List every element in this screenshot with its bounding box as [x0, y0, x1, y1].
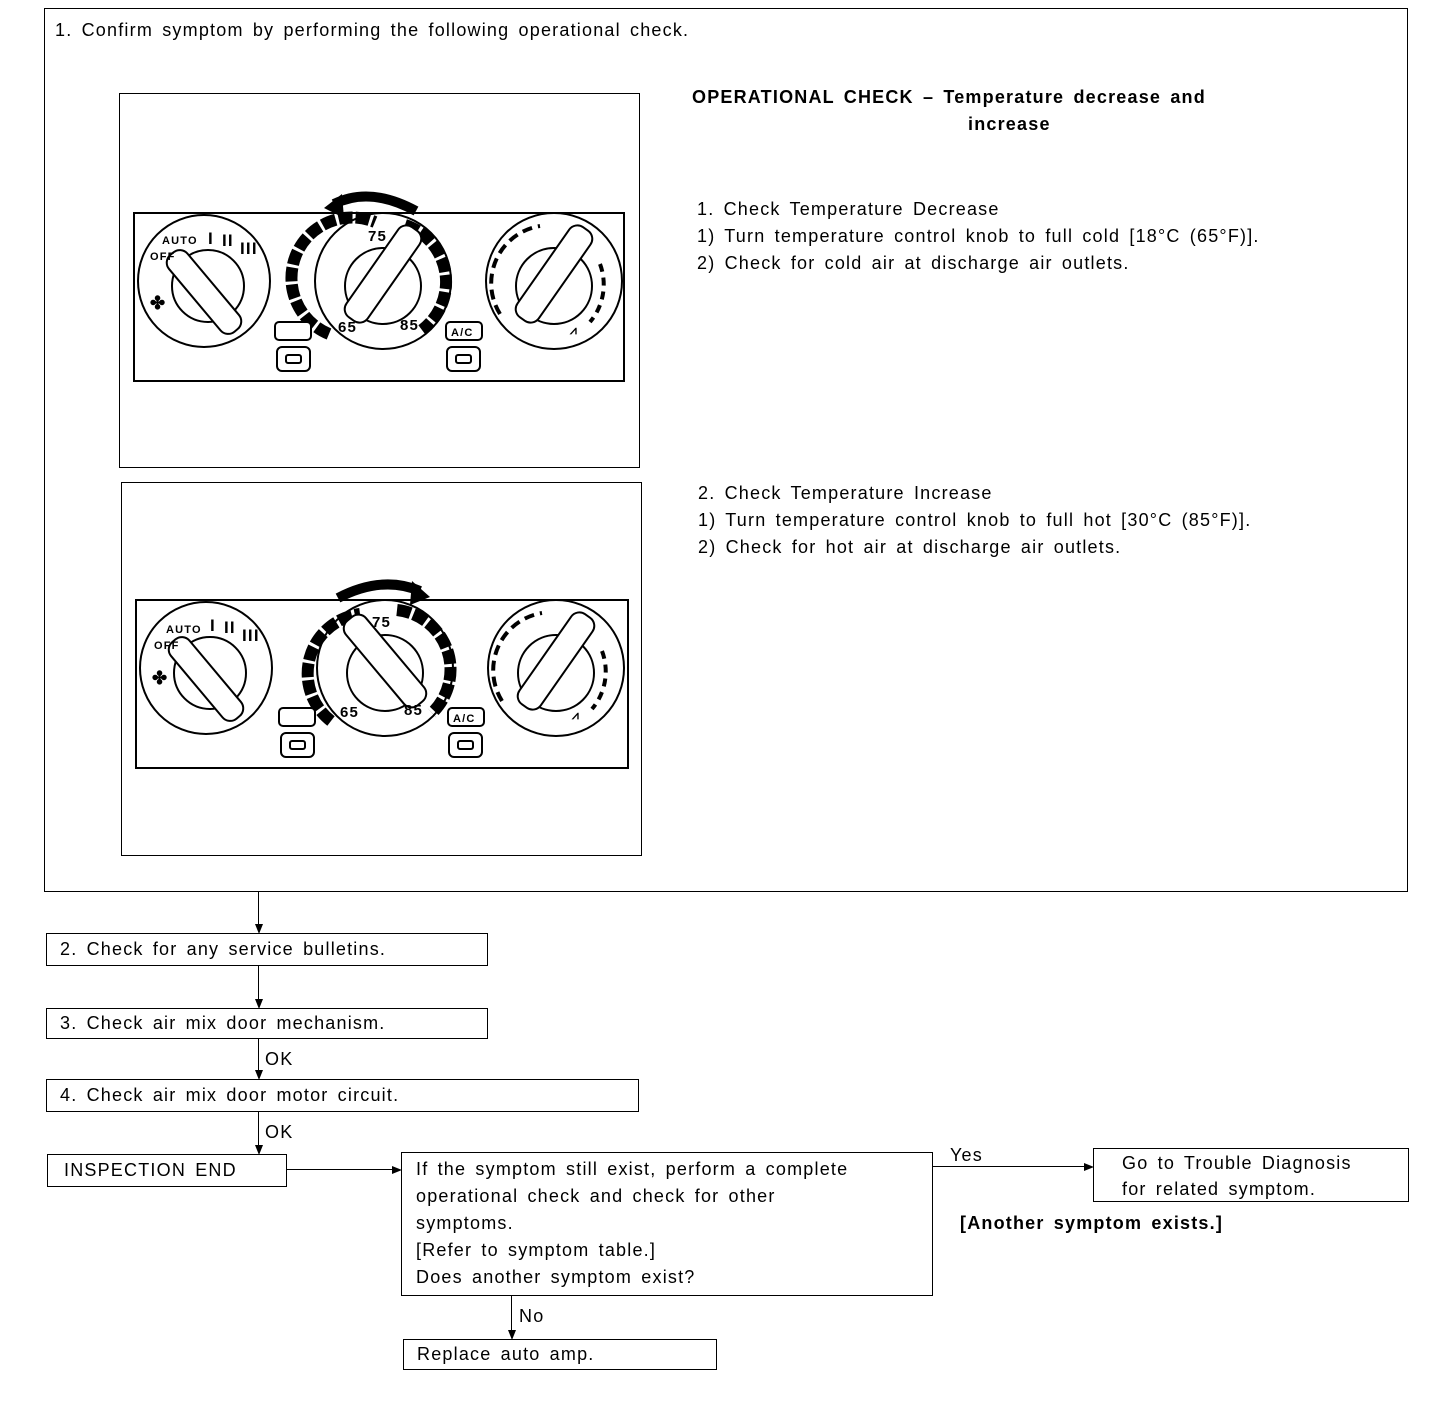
- yes-label: Yes: [950, 1145, 983, 1165]
- panel-shape: [277, 347, 310, 371]
- step2-label: 2. Check for any service bulletins.: [60, 939, 387, 959]
- panel-shape: [449, 733, 482, 757]
- panel-label: A/C: [451, 327, 474, 339]
- defrost-icon: ⩘: [570, 323, 578, 337]
- panel-label: OFF: [150, 251, 176, 263]
- figure-temperature-increase: [121, 482, 642, 856]
- connector: [258, 892, 259, 925]
- recirc-button[interactable]: [275, 322, 311, 371]
- ok-label: OK: [265, 1049, 294, 1069]
- connector: [933, 1166, 1085, 1167]
- fan-icon: ✤: [150, 293, 167, 313]
- fan-icon: ✤: [152, 668, 169, 688]
- panel-label: 85: [400, 317, 420, 334]
- decrease-item: 2) Check for cold air at discharge air outlets.: [697, 253, 1130, 273]
- step1-title: 1. Confirm symptom by performing the following operational check.: [55, 20, 690, 40]
- panel-label: 75: [372, 614, 392, 631]
- connector: [287, 1169, 393, 1170]
- panel-label: III: [242, 626, 260, 645]
- panel-label: AUTO: [166, 624, 202, 636]
- decrease-title: 1. Check Temperature Decrease: [697, 199, 1000, 219]
- panel-label: A/C: [453, 713, 476, 725]
- panel-label: II: [222, 231, 234, 250]
- panel-label: 75: [368, 228, 388, 245]
- connector: [258, 1039, 259, 1071]
- question-line: If the symptom still exist, perform a complete: [416, 1159, 849, 1179]
- temperature-dial[interactable]: [308, 600, 453, 736]
- control-panel-cold: [120, 94, 638, 466]
- another-symptom-note: [Another symptom exists.]: [960, 1213, 1224, 1233]
- operational-check-heading: OPERATIONAL CHECK – Temperature decrease and: [692, 87, 1206, 107]
- ac-button[interactable]: [446, 322, 482, 371]
- panel-label: III: [240, 239, 258, 258]
- rotate-right-arrow-icon: [338, 584, 420, 598]
- question-line: Does another symptom exist?: [416, 1267, 696, 1287]
- rotate-left-arrow-icon: [334, 196, 416, 211]
- panel-label: I: [210, 616, 216, 635]
- panel-label: II: [224, 618, 236, 637]
- inspection-end-label: INSPECTION END: [64, 1160, 237, 1180]
- panel-label: OFF: [154, 640, 180, 652]
- increase-title: 2. Check Temperature Increase: [698, 483, 993, 503]
- decrease-item: 1) Turn temperature control knob to full cold [18°C (65°F)].: [697, 226, 1260, 246]
- connector: [258, 1112, 259, 1146]
- connector: [511, 1296, 512, 1331]
- ac-button[interactable]: [448, 708, 484, 757]
- operational-check-heading-cont: increase: [968, 114, 1051, 134]
- recirc-button[interactable]: [279, 708, 315, 757]
- figure-temperature-decrease: [119, 93, 640, 468]
- control-panel-hot: [122, 483, 640, 855]
- replace-auto-amp-label: Replace auto amp.: [417, 1344, 595, 1364]
- trouble-diagnosis-line: for related symptom.: [1122, 1179, 1317, 1199]
- panel-label: 65: [338, 319, 358, 336]
- increase-item: 2) Check for hot air at discharge air outlets.: [698, 537, 1122, 557]
- question-line: symptoms.: [416, 1213, 514, 1233]
- panel-shape: [281, 733, 314, 757]
- increase-item: 1) Turn temperature control knob to full hot [30°C (85°F)].: [698, 510, 1252, 530]
- panel-shape: [447, 347, 480, 371]
- panel-shape: [275, 322, 311, 340]
- connector: [258, 966, 259, 1000]
- no-label: No: [519, 1306, 545, 1326]
- panel-shape: [279, 708, 315, 726]
- arrowhead-icon: [410, 581, 430, 605]
- panel-label: AUTO: [162, 235, 198, 247]
- ok-label: OK: [265, 1122, 294, 1142]
- question-line: [Refer to symptom table.]: [416, 1240, 657, 1260]
- step3-label: 3. Check air mix door mechanism.: [60, 1013, 386, 1033]
- question-line: operational check and check for other: [416, 1186, 776, 1206]
- panel-label: 85: [404, 702, 424, 719]
- mode-dial[interactable]: [486, 213, 622, 349]
- step4-label: 4. Check air mix door motor circuit.: [60, 1085, 400, 1105]
- defrost-icon: ⩘: [572, 708, 580, 722]
- fan-dial[interactable]: [138, 215, 270, 347]
- panel-label: 65: [340, 704, 360, 721]
- mode-dial[interactable]: [488, 600, 624, 736]
- temperature-dial[interactable]: [291, 213, 451, 349]
- panel-label: I: [208, 229, 214, 248]
- fan-dial[interactable]: [140, 602, 272, 734]
- trouble-diagnosis-line: Go to Trouble Diagnosis: [1122, 1153, 1352, 1173]
